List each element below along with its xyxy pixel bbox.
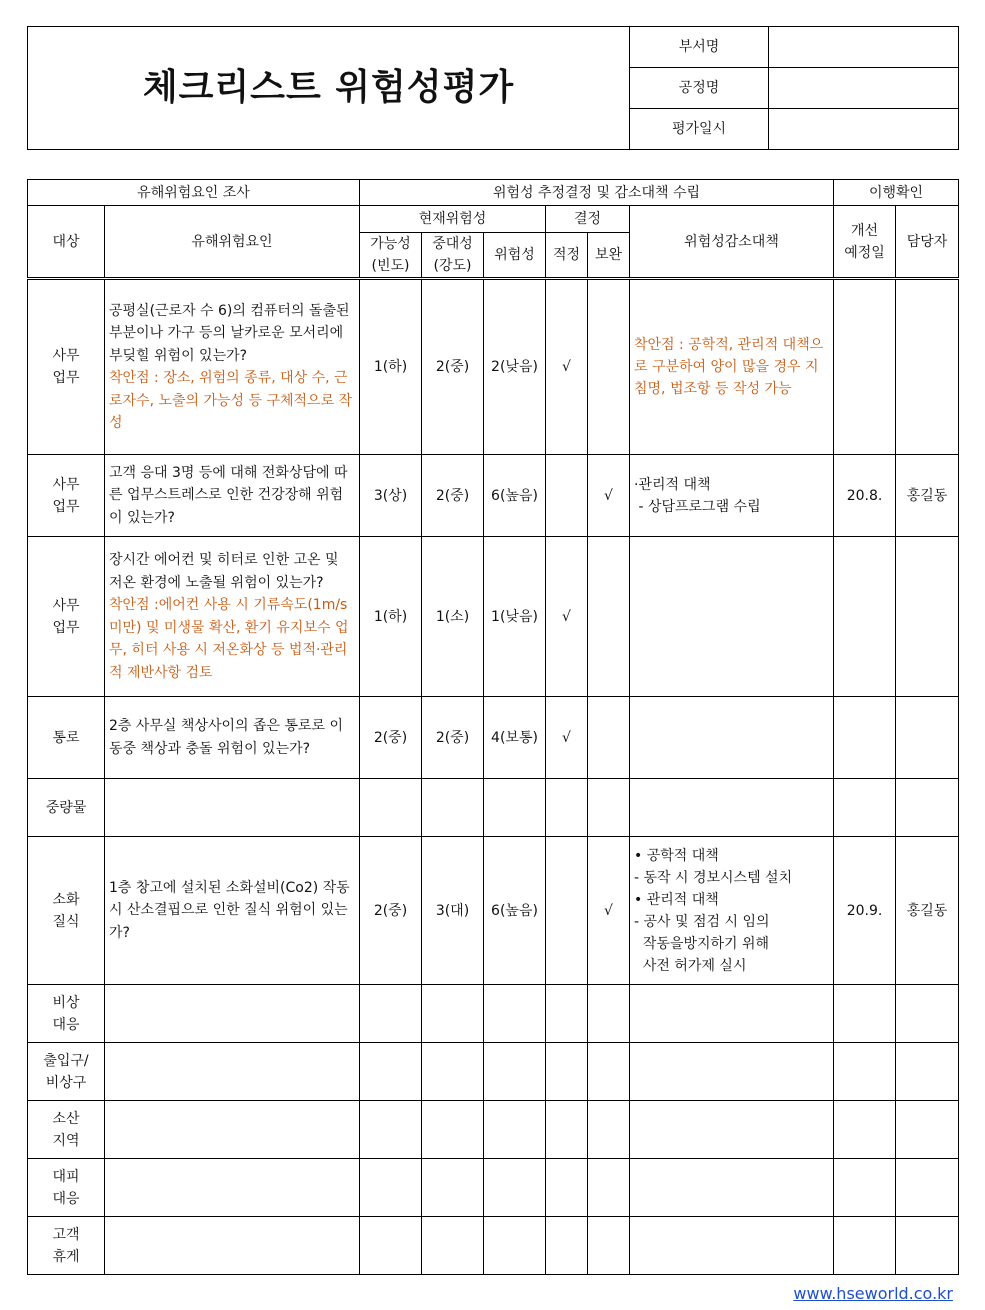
row-due[interactable]: 20.8.	[834, 455, 896, 537]
row-manager[interactable]	[896, 697, 959, 779]
row-possibility[interactable]	[360, 985, 422, 1043]
row-risk[interactable]	[484, 1043, 546, 1101]
row-risk[interactable]: 6(높음)	[484, 455, 546, 537]
row-target	[28, 1101, 105, 1159]
col-header-severity-line1: 중대성	[432, 236, 473, 252]
row-target	[28, 1159, 105, 1217]
measures-line: 작동을방지하기 위해	[634, 935, 770, 952]
row-manager[interactable]	[896, 279, 959, 455]
row-due[interactable]	[834, 1101, 896, 1159]
table-row	[28, 1043, 959, 1101]
row-measures-note[interactable]: 착안점 : 공학적, 관리적 대책으로 구분하여 양이 많을 경우 지침명, 법조항 등 작성 가능	[630, 279, 834, 455]
row-proper-check[interactable]	[546, 985, 588, 1043]
row-proper-check[interactable]	[546, 1217, 588, 1275]
row-severity[interactable]: 2(중)	[422, 697, 484, 779]
row-measures[interactable]	[630, 1043, 834, 1101]
row-risk[interactable]: 2(낮음)	[484, 279, 546, 455]
row-hazard[interactable]	[105, 1159, 360, 1217]
row-target-line2: 업무	[52, 619, 80, 636]
measures-line: • 관리적 대책	[634, 891, 719, 908]
row-target-line1: 소산	[52, 1110, 80, 1127]
row-due[interactable]	[834, 537, 896, 697]
row-target-line2: 업무	[52, 498, 80, 515]
row-proper-check[interactable]	[546, 1159, 588, 1217]
row-hazard[interactable]	[105, 537, 360, 697]
group-header-estimate: 위험성 추정결정 및 감소대책 수립	[360, 180, 834, 206]
field-label-eval-date: 평가일시	[630, 109, 769, 150]
row-possibility[interactable]: 1(하)	[360, 537, 422, 697]
col-header-manager: 담당자	[896, 206, 959, 279]
row-risk[interactable]	[484, 1217, 546, 1275]
row-proper-check[interactable]: √	[546, 537, 588, 697]
hazard-text: 공평실(근로자 수 6)의 컴퓨터의 돌출된 부분이나 가구 등의 날카로운 모서리에 부딪힐 위험이 있는가?	[109, 302, 350, 364]
row-target-line1: 사무	[52, 348, 80, 364]
row-hazard[interactable]	[105, 1217, 360, 1275]
row-proper-check[interactable]	[546, 1101, 588, 1159]
row-due[interactable]	[834, 1217, 896, 1275]
col-header-possibility-line2: (빈도)	[371, 258, 410, 274]
col-header-due-line2: 예정일	[844, 244, 885, 261]
row-severity[interactable]: 1(소)	[422, 537, 484, 697]
row-manager[interactable]: 홍길동	[896, 455, 959, 537]
row-hazard[interactable]	[105, 279, 360, 455]
row-supplement-check[interactable]	[588, 1043, 630, 1101]
row-supplement-check[interactable]: √	[588, 837, 630, 985]
row-target-line1: 출입구/	[43, 1052, 89, 1069]
measures-line: ·관리적 대책	[634, 476, 711, 493]
row-proper-check[interactable]	[546, 837, 588, 985]
row-target-line2: 지역	[52, 1132, 80, 1149]
row-severity[interactable]: 3(대)	[422, 837, 484, 985]
table-row	[28, 697, 959, 779]
row-target-line2: 대응	[52, 1190, 80, 1207]
col-header-severity-line2: (강도)	[433, 258, 472, 274]
row-manager[interactable]	[896, 537, 959, 697]
row-due[interactable]: 20.9.	[834, 837, 896, 985]
row-due[interactable]	[834, 279, 896, 455]
col-header-severity	[422, 233, 484, 279]
row-target	[28, 455, 105, 537]
col-header-current-risk: 현재위험성	[360, 206, 546, 233]
table-row	[28, 537, 959, 697]
row-proper-check[interactable]: √	[546, 279, 588, 455]
row-target-line1: 비상	[52, 994, 80, 1011]
row-risk[interactable]: 6(높음)	[484, 837, 546, 985]
header-table	[27, 26, 959, 150]
row-measures[interactable]	[630, 779, 834, 837]
row-target-line1: 사무	[52, 597, 80, 614]
row-possibility[interactable]: 2(중)	[360, 837, 422, 985]
row-measures[interactable]	[630, 1159, 834, 1217]
row-measures[interactable]	[630, 1217, 834, 1275]
col-header-risk: 위험성	[484, 233, 546, 279]
row-due[interactable]	[834, 1159, 896, 1217]
row-manager[interactable]	[896, 1217, 959, 1275]
field-value-department[interactable]	[769, 27, 959, 68]
col-header-due	[834, 206, 896, 279]
row-severity[interactable]: 2(중)	[422, 279, 484, 455]
field-value-process[interactable]	[769, 68, 959, 109]
row-supplement-check[interactable]: √	[588, 455, 630, 537]
col-header-due-line1: 개선	[850, 222, 879, 239]
col-header-possibility-line1: 가능성	[370, 236, 411, 252]
page-title: 체크리스트 위험성평가	[28, 27, 630, 150]
group-header-confirm: 이행확인	[834, 180, 959, 206]
row-measures[interactable]	[630, 985, 834, 1043]
row-proper-check[interactable]	[546, 779, 588, 837]
field-value-eval-date[interactable]	[769, 109, 959, 150]
row-manager[interactable]: 홍길동	[896, 837, 959, 985]
row-severity[interactable]: 2(중)	[422, 455, 484, 537]
field-label-process: 공정명	[630, 68, 769, 109]
row-target-line1: 고객	[52, 1226, 80, 1243]
row-risk[interactable]	[484, 1101, 546, 1159]
row-risk[interactable]	[484, 779, 546, 837]
col-header-possibility	[360, 233, 422, 279]
row-possibility[interactable]: 1(하)	[360, 279, 422, 455]
row-measures[interactable]	[630, 537, 834, 697]
row-possibility[interactable]: 2(중)	[360, 697, 422, 779]
row-supplement-check[interactable]	[588, 697, 630, 779]
hazard-text: 장시간 에어컨 및 히터로 인한 고온 및 저온 환경에 노출될 위험이 있는가?	[109, 552, 339, 591]
row-possibility[interactable]	[360, 1159, 422, 1217]
col-header-target: 대상	[28, 206, 105, 279]
row-manager[interactable]	[896, 1159, 959, 1217]
footer-link[interactable]: www.hseworld.co.kr	[793, 1284, 953, 1303]
row-target	[28, 537, 105, 697]
row-target-line2: 업무	[52, 370, 80, 386]
row-supplement-check[interactable]	[588, 1159, 630, 1217]
table-row	[28, 837, 959, 985]
row-hazard[interactable]	[105, 985, 360, 1043]
row-target-line1: 대피	[52, 1168, 80, 1185]
row-target	[28, 985, 105, 1043]
row-target	[28, 1043, 105, 1101]
col-header-proper: 적정	[546, 233, 588, 279]
row-hazard[interactable]	[105, 1101, 360, 1159]
row-risk[interactable]: 1(낮음)	[484, 537, 546, 697]
assessment-table	[27, 179, 959, 1275]
group-header-survey: 유해위험요인 조사	[28, 180, 360, 206]
row-severity[interactable]	[422, 1101, 484, 1159]
row-supplement-check[interactable]	[588, 279, 630, 455]
row-severity[interactable]	[422, 1159, 484, 1217]
row-target-line2: 대응	[52, 1016, 80, 1033]
row-target-line2: 비상구	[45, 1074, 87, 1091]
measures-line: • 공학적 대책	[634, 847, 719, 864]
row-due[interactable]	[834, 985, 896, 1043]
row-target	[28, 279, 105, 455]
row-hazard[interactable]: 2층 사무실 책상사이의 좁은 통로로 이동중 책상과 충돌 위험이 있는가?	[105, 697, 360, 779]
row-supplement-check[interactable]	[588, 985, 630, 1043]
table-row	[28, 455, 959, 537]
table-row	[28, 985, 959, 1043]
row-possibility[interactable]	[360, 1217, 422, 1275]
row-manager[interactable]	[896, 985, 959, 1043]
row-risk[interactable]	[484, 1159, 546, 1217]
row-risk[interactable]: 4(보통)	[484, 697, 546, 779]
row-supplement-check[interactable]	[588, 779, 630, 837]
row-proper-check[interactable]: √	[546, 697, 588, 779]
row-target: 중량물	[28, 779, 105, 837]
row-severity[interactable]	[422, 779, 484, 837]
row-due[interactable]	[834, 697, 896, 779]
row-proper-check[interactable]	[546, 1043, 588, 1101]
col-header-hazard: 유해위험요인	[105, 206, 360, 279]
row-severity[interactable]	[422, 1043, 484, 1101]
row-risk[interactable]	[484, 985, 546, 1043]
row-supplement-check[interactable]	[588, 537, 630, 697]
col-header-supplement: 보완	[588, 233, 630, 279]
row-target-line2: 휴게	[52, 1248, 80, 1265]
col-header-measures: 위험성감소대책	[630, 206, 834, 279]
row-target-line1: 사무	[52, 476, 80, 493]
measures-line: - 상담프로그램 수립	[634, 498, 761, 515]
row-measures[interactable]	[630, 697, 834, 779]
row-measures[interactable]	[630, 1101, 834, 1159]
row-measures[interactable]	[630, 837, 834, 985]
hazard-note: 착안점 :에어컨 사용 시 기류속도(1m/s미만) 및 미생물 확산, 환기 유지보수 업무, 히터 사용 시 저온화상 등 법적·관리적 제반사항 검토	[109, 597, 349, 681]
row-due[interactable]	[834, 1043, 896, 1101]
measures-line: - 동작 시 경보시스템 설치	[634, 869, 793, 886]
row-possibility[interactable]	[360, 779, 422, 837]
field-label-department: 부서명	[630, 27, 769, 68]
row-target	[28, 837, 105, 985]
row-target: 통로	[28, 697, 105, 779]
row-hazard[interactable]	[105, 1043, 360, 1101]
row-target-line2: 질식	[52, 913, 80, 930]
table-row	[28, 779, 959, 837]
row-proper-check[interactable]	[546, 455, 588, 537]
row-severity[interactable]	[422, 1217, 484, 1275]
row-supplement-check[interactable]	[588, 1217, 630, 1275]
row-severity[interactable]	[422, 985, 484, 1043]
row-target	[28, 1217, 105, 1275]
row-hazard[interactable]: 1층 창고에 설치된 소화설비(Co2) 작동 시 산소결핍으로 인한 질식 위험이 있는가?	[105, 837, 360, 985]
measures-line: - 공사 및 점검 시 임의	[634, 913, 770, 930]
row-possibility[interactable]	[360, 1043, 422, 1101]
row-manager[interactable]	[896, 1043, 959, 1101]
row-target-line1: 소화	[52, 891, 80, 908]
row-possibility[interactable]: 3(상)	[360, 455, 422, 537]
table-row	[28, 279, 959, 455]
row-manager[interactable]	[896, 779, 959, 837]
row-hazard[interactable]	[105, 779, 360, 837]
col-header-decision: 결정	[546, 206, 630, 233]
hazard-note: 착안점 : 장소, 위험의 종류, 대상 수, 근로자수, 노출의 가능성 등 구체적으로 작성	[109, 370, 353, 431]
row-possibility[interactable]	[360, 1101, 422, 1159]
measures-line: 사전 허가제 실시	[634, 957, 747, 974]
table-row	[28, 1101, 959, 1159]
row-due[interactable]	[834, 779, 896, 837]
row-supplement-check[interactable]	[588, 1101, 630, 1159]
table-row	[28, 1159, 959, 1217]
row-hazard[interactable]: 고객 응대 3명 등에 대해 전화상담에 따른 업무스트레스로 인한 건강장해 위험이 있는가?	[105, 455, 360, 537]
row-measures[interactable]	[630, 455, 834, 537]
row-manager[interactable]	[896, 1101, 959, 1159]
table-row	[28, 1217, 959, 1275]
